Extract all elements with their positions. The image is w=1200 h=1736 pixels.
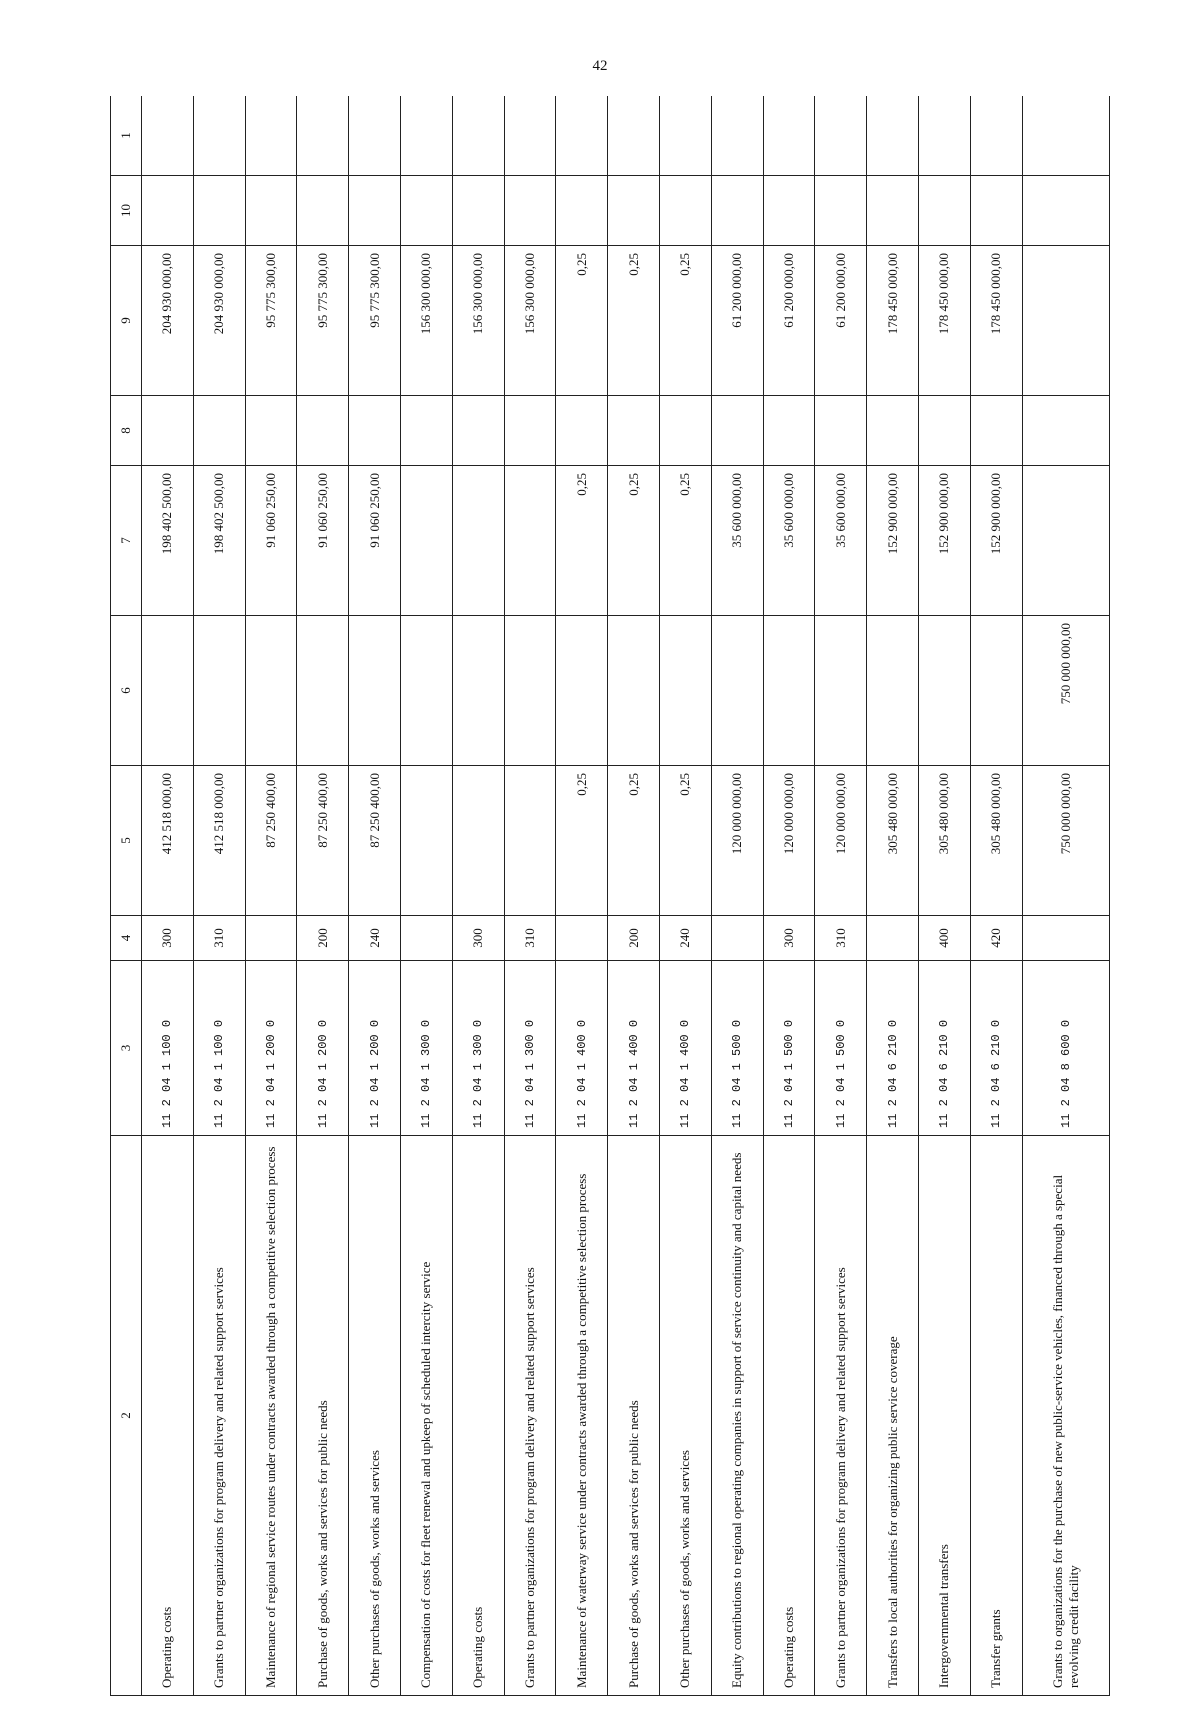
amount-cell: 0,25	[556, 766, 608, 916]
row-label: Other purchases of goods, works and services	[349, 1136, 401, 1696]
amount-cell: 120 000 000,00	[763, 766, 815, 916]
empty-cell	[193, 96, 245, 176]
amount-cell: 0,25	[659, 766, 711, 916]
amount-cell: 35 600 000,00	[763, 466, 815, 616]
amount-cell: 87 250 400,00	[297, 766, 349, 916]
amount-cell: 120 000 000,00	[711, 766, 763, 916]
table-body	[142, 96, 1110, 1696]
row-label: Grants to partner organizations for program delivery and related support services	[504, 1136, 556, 1696]
amount-cell: 178 450 000,00	[867, 246, 919, 396]
amount-cell: 120 000 000,00	[815, 766, 867, 916]
empty-cell	[504, 176, 556, 246]
row-label: Maintenance of waterway service under contracts awarded through a competitive selection process	[556, 1136, 608, 1696]
amount-cell	[608, 616, 660, 766]
expense-type-code	[1022, 916, 1109, 961]
table-row	[918, 96, 970, 1696]
amount-cell	[867, 396, 919, 466]
table-row	[349, 96, 401, 1696]
amount-cell: 35 600 000,00	[711, 466, 763, 616]
column-number: 4	[111, 916, 142, 961]
amount-cell: 178 450 000,00	[970, 246, 1022, 396]
column-number: 2	[111, 1136, 142, 1696]
empty-cell	[556, 96, 608, 176]
row-label: Grants to organizations for the purchase of new public-service vehicles, financed through a special revolving credit facility	[1022, 1136, 1109, 1696]
expense-type-code: 300	[142, 916, 194, 961]
amount-cell	[193, 396, 245, 466]
amount-cell	[504, 766, 556, 916]
amount-cell	[452, 396, 504, 466]
column-number: 7	[111, 466, 142, 616]
empty-cell	[711, 176, 763, 246]
empty-cell	[815, 96, 867, 176]
amount-cell	[400, 466, 452, 616]
expense-type-code: 310	[193, 916, 245, 961]
amount-cell: 152 900 000,00	[918, 466, 970, 616]
amount-cell: 198 402 500,00	[142, 466, 194, 616]
classification-code: 11 2 04 1 300 0	[400, 961, 452, 1136]
classification-code: 11 2 04 1 500 0	[711, 961, 763, 1136]
empty-cell	[867, 96, 919, 176]
amount-cell	[400, 396, 452, 466]
amount-cell: 35 600 000,00	[815, 466, 867, 616]
amount-cell: 0,25	[608, 766, 660, 916]
amount-cell	[193, 616, 245, 766]
row-label: Equity contributions to regional operating companies in support of service continuity and capital needs	[711, 1136, 763, 1696]
amount-cell	[349, 616, 401, 766]
amount-cell: 91 060 250,00	[245, 466, 297, 616]
amount-cell	[608, 396, 660, 466]
amount-cell	[763, 396, 815, 466]
amount-cell	[918, 396, 970, 466]
empty-cell	[400, 176, 452, 246]
amount-cell	[245, 616, 297, 766]
classification-code: 11 2 04 1 500 0	[763, 961, 815, 1136]
amount-cell: 0,25	[608, 246, 660, 396]
empty-cell	[193, 176, 245, 246]
amount-cell	[349, 396, 401, 466]
empty-cell	[142, 176, 194, 246]
empty-cell	[659, 96, 711, 176]
row-label: Grants to partner organizations for program delivery and related support services	[193, 1136, 245, 1696]
column-number: 9	[111, 246, 142, 396]
amount-cell: 91 060 250,00	[297, 466, 349, 616]
expense-type-code: 240	[659, 916, 711, 961]
empty-cell	[556, 176, 608, 246]
amount-cell: 0,25	[659, 466, 711, 616]
expense-type-code: 200	[297, 916, 349, 961]
amount-cell: 61 200 000,00	[815, 246, 867, 396]
amount-cell	[970, 396, 1022, 466]
amount-cell	[400, 616, 452, 766]
classification-code: 11 2 04 1 100 0	[193, 961, 245, 1136]
table-row	[1022, 96, 1109, 1696]
empty-cell	[970, 96, 1022, 176]
expense-type-code	[400, 916, 452, 961]
amount-cell	[556, 616, 608, 766]
empty-cell	[400, 96, 452, 176]
row-label: Grants to partner organizations for program delivery and related support services	[815, 1136, 867, 1696]
classification-code: 11 2 04 1 200 0	[349, 961, 401, 1136]
column-number-row	[111, 96, 142, 1696]
expense-type-code: 400	[918, 916, 970, 961]
empty-cell	[245, 176, 297, 246]
table-row	[608, 96, 660, 1696]
row-label: Purchase of goods, works and services for public needs	[608, 1136, 660, 1696]
empty-cell	[1022, 176, 1109, 246]
amount-cell: 305 480 000,00	[918, 766, 970, 916]
column-number: 1	[111, 96, 142, 176]
table-row	[815, 96, 867, 1696]
amount-cell	[711, 396, 763, 466]
amount-cell: 0,25	[556, 246, 608, 396]
amount-cell: 305 480 000,00	[867, 766, 919, 916]
table-row	[763, 96, 815, 1696]
page-number: 42	[592, 58, 608, 74]
expense-type-code: 200	[608, 916, 660, 961]
table-row	[711, 96, 763, 1696]
amount-cell	[659, 396, 711, 466]
amount-cell: 412 518 000,00	[193, 766, 245, 916]
column-number: 3	[111, 961, 142, 1136]
table-row	[659, 96, 711, 1696]
expense-type-code	[711, 916, 763, 961]
column-number: 5	[111, 766, 142, 916]
amount-cell: 156 300 000,00	[400, 246, 452, 396]
amount-cell: 95 775 300,00	[245, 246, 297, 396]
table-row	[193, 96, 245, 1696]
table-row	[245, 96, 297, 1696]
amount-cell	[763, 616, 815, 766]
column-number: 6	[111, 616, 142, 766]
amount-cell	[400, 766, 452, 916]
row-label: Transfers to local authorities for organizing public service coverage	[867, 1136, 919, 1696]
classification-code: 11 2 04 1 200 0	[245, 961, 297, 1136]
amount-cell: 61 200 000,00	[763, 246, 815, 396]
amount-cell: 87 250 400,00	[349, 766, 401, 916]
classification-code: 11 2 04 6 210 0	[970, 961, 1022, 1136]
row-label: Transfer grants	[970, 1136, 1022, 1696]
classification-code: 11 2 04 1 400 0	[556, 961, 608, 1136]
empty-cell	[608, 96, 660, 176]
empty-cell	[504, 96, 556, 176]
classification-code: 11 2 04 6 210 0	[867, 961, 919, 1136]
empty-cell	[918, 96, 970, 176]
amount-cell	[504, 396, 556, 466]
expense-type-code: 240	[349, 916, 401, 961]
amount-cell	[556, 396, 608, 466]
row-label: Operating costs	[142, 1136, 194, 1696]
empty-cell	[452, 176, 504, 246]
classification-code: 11 2 04 6 210 0	[918, 961, 970, 1136]
empty-cell	[1022, 96, 1109, 176]
classification-code: 11 2 04 1 300 0	[504, 961, 556, 1136]
amount-cell: 152 900 000,00	[867, 466, 919, 616]
expense-type-code: 310	[815, 916, 867, 961]
amount-cell: 412 518 000,00	[142, 766, 194, 916]
empty-cell	[659, 176, 711, 246]
table-row	[400, 96, 452, 1696]
amount-cell	[452, 466, 504, 616]
amount-cell	[297, 396, 349, 466]
amount-cell	[245, 396, 297, 466]
empty-cell	[711, 96, 763, 176]
amount-cell: 204 930 000,00	[142, 246, 194, 396]
empty-cell	[297, 96, 349, 176]
classification-code: 11 2 04 1 100 0	[142, 961, 194, 1136]
amount-cell	[711, 616, 763, 766]
amount-cell	[970, 616, 1022, 766]
empty-cell	[349, 96, 401, 176]
amount-cell: 95 775 300,00	[297, 246, 349, 396]
expense-type-code	[245, 916, 297, 961]
amount-cell	[297, 616, 349, 766]
empty-cell	[142, 96, 194, 176]
budget-table	[110, 96, 1110, 1696]
classification-code: 11 2 04 1 300 0	[452, 961, 504, 1136]
amount-cell: 198 402 500,00	[193, 466, 245, 616]
amount-cell	[867, 616, 919, 766]
amount-cell	[452, 616, 504, 766]
amount-cell	[504, 466, 556, 616]
amount-cell	[659, 616, 711, 766]
table-frame	[110, 96, 1110, 1696]
expense-type-code: 300	[452, 916, 504, 961]
amount-cell	[815, 396, 867, 466]
amount-cell: 87 250 400,00	[245, 766, 297, 916]
column-number: 10	[111, 176, 142, 246]
column-number: 8	[111, 396, 142, 466]
amount-cell	[142, 616, 194, 766]
amount-cell: 178 450 000,00	[918, 246, 970, 396]
amount-cell	[1022, 466, 1109, 616]
table-row	[452, 96, 504, 1696]
table-row	[970, 96, 1022, 1696]
row-label: Purchase of goods, works and services for public needs	[297, 1136, 349, 1696]
classification-code: 11 2 04 1 400 0	[608, 961, 660, 1136]
expense-type-code: 300	[763, 916, 815, 961]
amount-cell: 750 000 000,00	[1022, 616, 1109, 766]
row-label: Operating costs	[452, 1136, 504, 1696]
table-row	[504, 96, 556, 1696]
classification-code: 11 2 04 8 600 0	[1022, 961, 1109, 1136]
amount-cell	[918, 616, 970, 766]
classification-code: 11 2 04 1 400 0	[659, 961, 711, 1136]
row-label: Operating costs	[763, 1136, 815, 1696]
amount-cell: 0,25	[556, 466, 608, 616]
amount-cell: 305 480 000,00	[970, 766, 1022, 916]
empty-cell	[918, 176, 970, 246]
amount-cell: 95 775 300,00	[349, 246, 401, 396]
amount-cell: 204 930 000,00	[193, 246, 245, 396]
amount-cell: 0,25	[608, 466, 660, 616]
amount-cell: 61 200 000,00	[711, 246, 763, 396]
empty-cell	[867, 176, 919, 246]
amount-cell: 0,25	[659, 246, 711, 396]
empty-cell	[763, 96, 815, 176]
table-row	[556, 96, 608, 1696]
amount-cell: 750 000 000,00	[1022, 766, 1109, 916]
empty-cell	[349, 176, 401, 246]
amount-cell	[452, 766, 504, 916]
classification-code: 11 2 04 1 500 0	[815, 961, 867, 1136]
amount-cell: 152 900 000,00	[970, 466, 1022, 616]
row-label: Intergovernmental transfers	[918, 1136, 970, 1696]
amount-cell	[815, 616, 867, 766]
empty-cell	[815, 176, 867, 246]
table-row	[867, 96, 919, 1696]
classification-code: 11 2 04 1 200 0	[297, 961, 349, 1136]
empty-cell	[970, 176, 1022, 246]
row-label: Compensation of costs for fleet renewal and upkeep of scheduled intercity service	[400, 1136, 452, 1696]
table-row	[297, 96, 349, 1696]
expense-type-code	[556, 916, 608, 961]
empty-cell	[297, 176, 349, 246]
amount-cell	[142, 396, 194, 466]
expense-type-code: 420	[970, 916, 1022, 961]
table-row	[142, 96, 194, 1696]
amount-cell: 91 060 250,00	[349, 466, 401, 616]
expense-type-code	[867, 916, 919, 961]
row-label: Maintenance of regional service routes under contracts awarded through a competitive selection process	[245, 1136, 297, 1696]
amount-cell	[1022, 246, 1109, 396]
empty-cell	[608, 176, 660, 246]
amount-cell: 156 300 000,00	[504, 246, 556, 396]
expense-type-code: 310	[504, 916, 556, 961]
amount-cell: 156 300 000,00	[452, 246, 504, 396]
empty-cell	[763, 176, 815, 246]
empty-cell	[452, 96, 504, 176]
amount-cell	[504, 616, 556, 766]
empty-cell	[245, 96, 297, 176]
amount-cell	[1022, 396, 1109, 466]
row-label: Other purchases of goods, works and services	[659, 1136, 711, 1696]
rotated-table-wrapper	[110, 96, 1110, 1696]
